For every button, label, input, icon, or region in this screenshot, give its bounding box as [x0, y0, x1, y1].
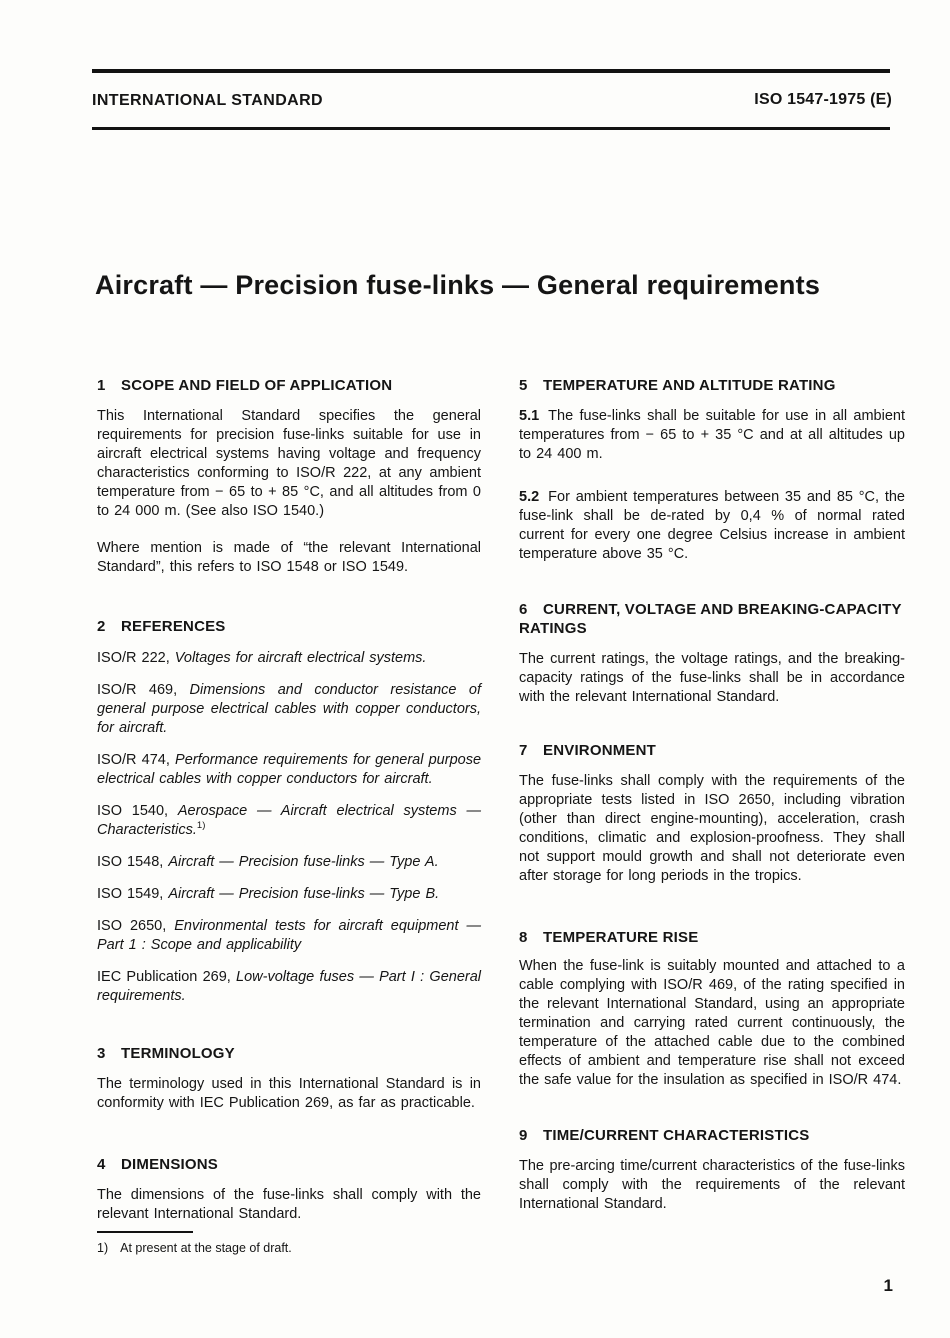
- section-title: TEMPERATURE RISE: [543, 929, 699, 946]
- reference-label: IEC Publication 269,: [97, 969, 231, 985]
- section-5-heading: [519, 376, 905, 395]
- reference-item: [97, 917, 481, 955]
- clause-text: The fuse-links shall be suitable for use in all ambient temperatures from − 65 to + 35 °C and at all altitudes up to 24 400 m.: [519, 408, 905, 462]
- section-3-paragraph: The terminology used in this International Standard is in conformity with IEC Publication 269, as far as practicable.: [97, 1076, 481, 1111]
- reference-title: Aircraft — Precision fuse-links — Type A.: [168, 854, 439, 870]
- section-number: 7: [519, 742, 528, 759]
- reference-label: ISO 1549,: [97, 886, 164, 902]
- section-2-heading: [97, 617, 481, 636]
- footnote-text: At present at the stage of draft.: [120, 1241, 292, 1255]
- section-title: REFERENCES: [121, 618, 226, 635]
- section-5-paragraph-1: [519, 407, 905, 464]
- section-title: TIME/CURRENT CHARACTERISTICS: [543, 1127, 810, 1144]
- section-7-heading: [519, 741, 905, 760]
- reference-title: Dimensions and conductor resistance of general purpose electrical cables with copper conductors, for aircraft.: [97, 682, 482, 736]
- section-number: 3: [97, 1045, 106, 1062]
- reference-label: ISO/R 474,: [97, 752, 170, 768]
- section-1-paragraph-2: Where mention is made of “the relevant International Standard”, this refers to ISO 1548 or ISO 1549.: [97, 540, 481, 575]
- page-number: 1: [883, 1276, 893, 1295]
- reference-item: [97, 751, 481, 789]
- clause-number: 5.2: [519, 489, 540, 505]
- document-title: Aircraft — Precision fuse-links — General requirements: [95, 270, 821, 300]
- right-column: [519, 368, 905, 1214]
- standard-type-label: INTERNATIONAL STANDARD: [92, 92, 324, 109]
- section-title: CURRENT, VOLTAGE AND BREAKING-CAPACITY RATINGS: [519, 601, 902, 637]
- reference-label: ISO/R 469,: [97, 682, 178, 698]
- footnote-rule: [97, 1231, 193, 1233]
- reference-title: Low-voltage fuses — Part I : General requirements.: [97, 969, 481, 1004]
- reference-label: ISO 2650,: [97, 918, 167, 934]
- reference-item: [97, 853, 481, 872]
- section-1-heading: [97, 376, 481, 395]
- section-number: 2: [97, 618, 106, 635]
- footnote-reference-mark: 1): [196, 820, 206, 832]
- section-9-heading: [519, 1126, 905, 1145]
- section-number: 6: [519, 601, 528, 618]
- reference-label: ISO/R 222,: [97, 650, 170, 666]
- header-rule-bottom: [92, 127, 890, 130]
- section-number: 9: [519, 1127, 528, 1144]
- reference-item: [97, 649, 481, 668]
- section-4-paragraph: The dimensions of the fuse-links shall comply with the relevant International Standard.: [97, 1187, 481, 1222]
- section-number: 1: [97, 377, 106, 394]
- reference-item: [97, 681, 481, 738]
- section-6-paragraph: The current ratings, the voltage ratings, and the breaking-capacity ratings of the fuse-links shall be in accordance with the relevant International Standard.: [519, 651, 905, 705]
- section-title: SCOPE AND FIELD OF APPLICATION: [121, 377, 393, 394]
- reference-title: Environmental tests for aircraft equipment — Part 1 : Scope and applicability: [97, 918, 481, 953]
- footnote: [97, 1240, 292, 1256]
- section-number: 4: [97, 1156, 106, 1173]
- section-5-paragraph-2: [519, 488, 905, 564]
- reference-title: Aerospace — Aircraft electrical systems — Characteristics.: [97, 803, 482, 838]
- section-number: 5: [519, 377, 528, 394]
- reference-item: [97, 968, 481, 1006]
- section-6-heading: [519, 600, 905, 638]
- section-title: DIMENSIONS: [121, 1156, 219, 1173]
- reference-title: Voltages for aircraft electrical systems.: [174, 650, 427, 666]
- reference-title: Aircraft — Precision fuse-links — Type B.: [168, 886, 440, 902]
- section-4-heading: [97, 1155, 481, 1174]
- section-title: ENVIRONMENT: [543, 742, 657, 759]
- section-3-heading: [97, 1044, 481, 1063]
- section-8-heading: [519, 928, 905, 947]
- clause-text: For ambient temperatures between 35 and 85 °C, the fuse-link shall be de-rated by 0,4 % of normal rated current for every one degree Celsius increase in ambient temperature above 35 °C.: [519, 489, 905, 562]
- section-title: TERMINOLOGY: [121, 1045, 235, 1062]
- footnote-marker: 1): [97, 1241, 109, 1255]
- reference-label: ISO 1540,: [97, 803, 169, 819]
- section-title: TEMPERATURE AND ALTITUDE RATING: [543, 377, 836, 394]
- section-9-paragraph: The pre-arcing time/current characteristics of the fuse-links shall comply with the requirements of the relevant International Standard.: [519, 1158, 905, 1212]
- section-8-paragraph: When the fuse-link is suitably mounted and attached to a cable complying with ISO/R 469, of the rating specified in the relevant International Standard, using an appropriate termination and carrying rated current continuously, the temperature of the attached cable due to the combined effects of ambient and temperature rise shall not exceed the safe value for the insulation as specified in ISO/R 474.: [519, 958, 905, 1088]
- header-rule-top: [92, 69, 890, 73]
- reference-item: [97, 802, 481, 840]
- reference-label: ISO 1548,: [97, 854, 164, 870]
- section-number: 8: [519, 929, 528, 946]
- section-1-paragraph-1: This International Standard specifies the general requirements for precision fuse-links suitable for use in aircraft electrical systems having voltage and frequency characteristics conforming to ISO/R 222, at any ambient temperature from − 65 to + 85 °C, and all altitudes from 0 to 24 000 m. (See also ISO 1540.): [97, 408, 481, 519]
- section-7-paragraph: The fuse-links shall comply with the requirements of the appropriate tests listed in ISO 2650, including vibration (other than direct engine-mounting), acceleration, crash conditions, climatic and explosion-proofness. They shall not support mould growth and shall not deteriorate even after storage for long periods in the tropics.: [519, 773, 905, 884]
- clause-number: 5.1: [519, 408, 540, 424]
- reference-title: Performance requirements for general purpose electrical cables with copper conductors for aircraft.: [97, 752, 482, 787]
- reference-item: [97, 885, 481, 904]
- left-column: [97, 368, 481, 1224]
- standard-number: ISO 1547-1975 (E): [754, 91, 892, 108]
